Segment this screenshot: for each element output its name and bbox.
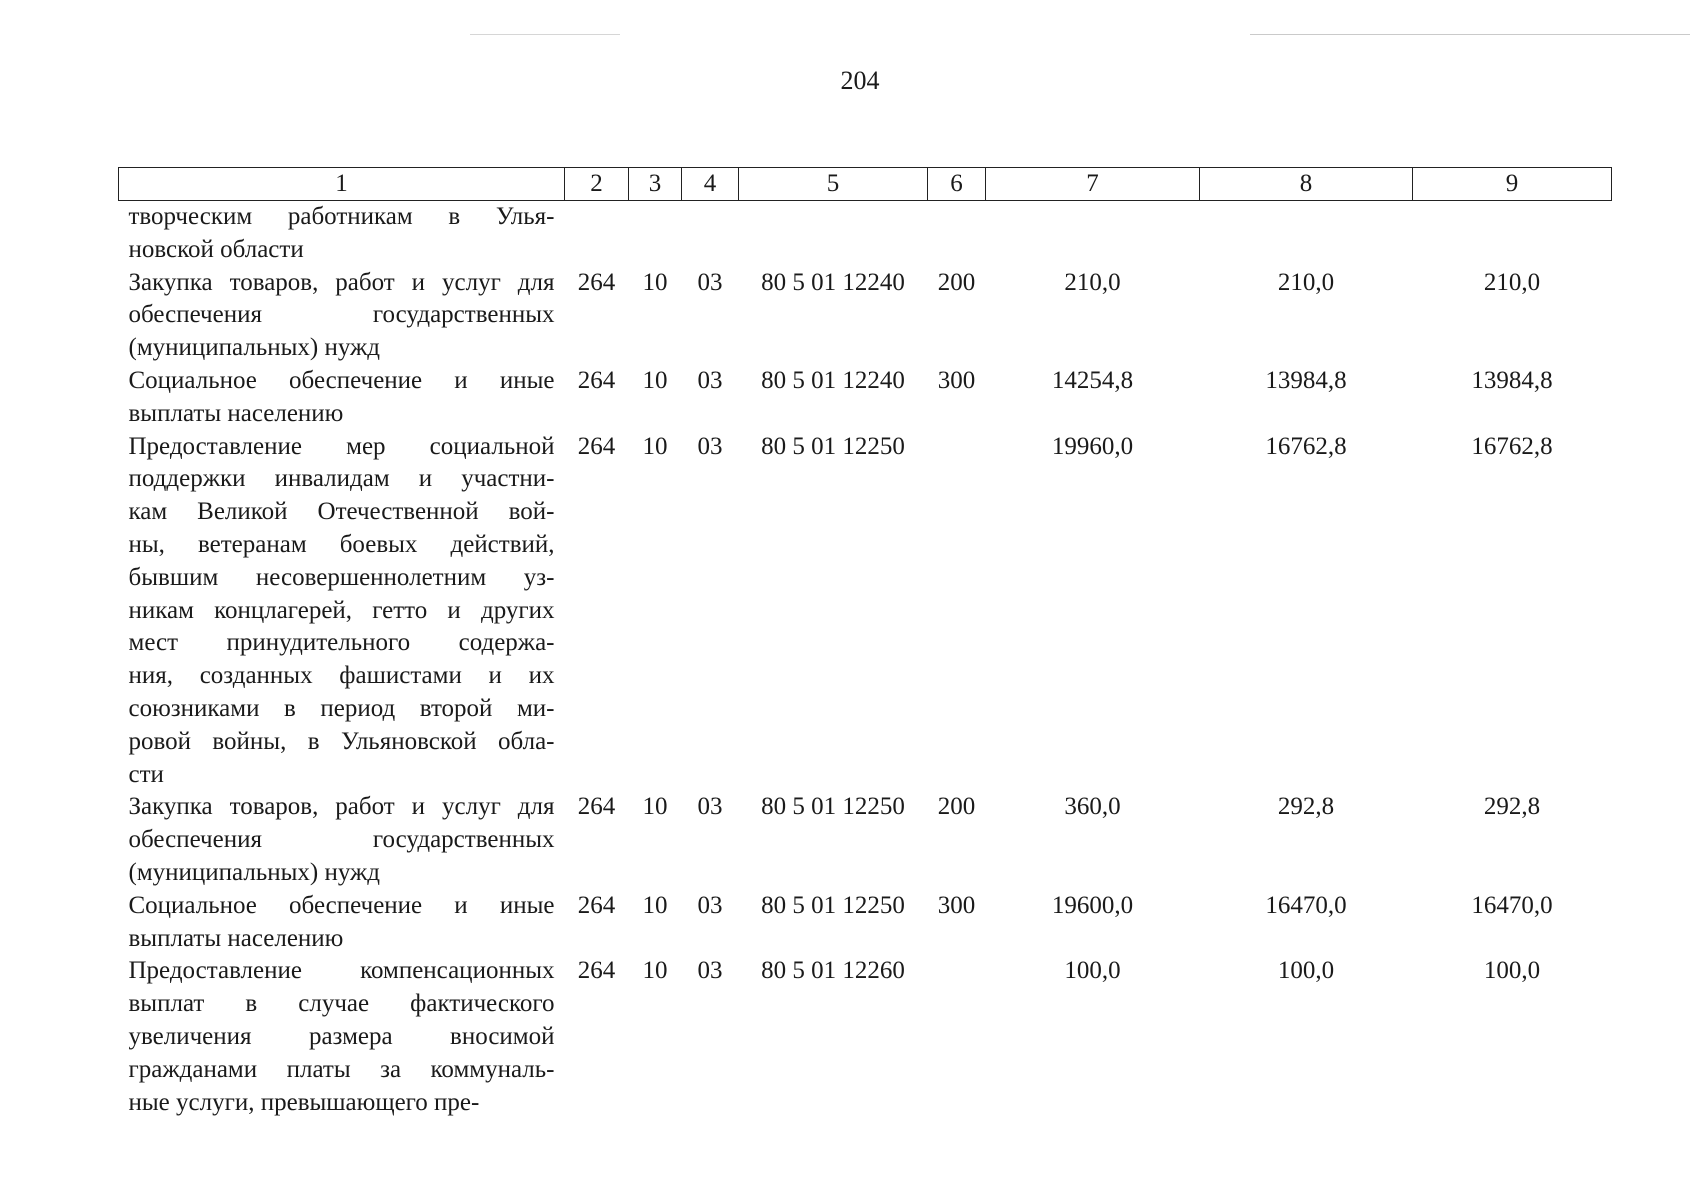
cell-amount-col-9: 292,8 [1483, 793, 1541, 821]
cell-description [119, 431, 565, 792]
cell-section: 10 [642, 432, 668, 460]
cell-description [119, 267, 565, 365]
cell-amount-col-8: 16470,0 [1265, 891, 1347, 919]
header-col-8: 8 [1200, 168, 1413, 201]
cell-subsection: 03 [697, 793, 723, 821]
table-header [119, 168, 1612, 201]
cell-subsection: 03 [697, 268, 723, 296]
cell-description [119, 791, 565, 889]
cell-expense-type: 200 [937, 793, 976, 821]
header-col-6: 6 [928, 168, 986, 201]
header-col-2: 2 [565, 168, 629, 201]
cell-expense-type: 200 [937, 268, 976, 296]
header-col-9: 9 [1413, 168, 1612, 201]
cell-amount-col-8: 13984,8 [1265, 366, 1347, 394]
cell-section: 10 [642, 957, 668, 985]
cell-expense-type [928, 955, 986, 1119]
description-line: ровой войны, в Ульяновской обла- [128, 727, 555, 755]
cell-ministry [565, 201, 629, 267]
cell-ministry: 264 [577, 957, 616, 985]
cell-amount-col-8: 210,0 [1277, 268, 1335, 296]
description-line: гражданами платы за коммуналь- [128, 1055, 555, 1083]
cell-subsection: 03 [697, 891, 723, 919]
cell-section: 10 [642, 891, 668, 919]
cell-amount-col-8: 100,0 [1277, 957, 1335, 985]
cell-ministry: 264 [577, 366, 616, 394]
description-line: выплаты населению [128, 924, 344, 952]
cell-section: 10 [642, 268, 668, 296]
cell-amount-col-7: 14254,8 [1051, 366, 1134, 394]
cell-amount-col-9: 210,0 [1483, 268, 1541, 296]
header-col-7: 7 [986, 168, 1200, 201]
table-row [119, 365, 1612, 431]
description-line: обеспечения государственных [128, 301, 555, 329]
description-line: союзниками в период второй ми- [128, 694, 555, 722]
description-line: увеличения размера вносимой [128, 1022, 555, 1050]
table-row [119, 431, 1612, 792]
cell-expense-type [928, 201, 986, 267]
description-line: бывшим несовершеннолетним уз- [128, 563, 555, 591]
cell-target-article: 80 5 01 12250 [761, 891, 905, 919]
cell-amount-col-9: 16762,8 [1471, 432, 1553, 460]
cell-amount-col-8: 16762,8 [1265, 432, 1347, 460]
description-line: (муниципальных) нужд [128, 334, 381, 362]
description-line: Социальное обеспечение и иные [128, 891, 555, 919]
header-col-1: 1 [119, 168, 565, 201]
cell-amount-col-7: 360,0 [1064, 793, 1121, 821]
table-row [119, 791, 1612, 889]
cell-amount-col-9: 13984,8 [1471, 366, 1553, 394]
cell-description [119, 890, 565, 956]
description-line: поддержки инвалидам и участни- [128, 465, 555, 493]
cell-subsection: 03 [697, 432, 723, 460]
table-row [119, 955, 1612, 1119]
budget-table [118, 167, 1612, 1119]
cell-subsection: 03 [697, 366, 723, 394]
cell-expense-type: 300 [937, 366, 976, 394]
page-number: 204 [840, 66, 880, 95]
scan-artifact-left [470, 34, 620, 35]
header-col-3: 3 [629, 168, 682, 201]
cell-amount-col-9 [1413, 201, 1612, 267]
description-line: обеспечения государственных [128, 826, 555, 854]
description-line: Социальное обеспечение и иные [128, 366, 555, 394]
cell-amount-col-7: 210,0 [1064, 268, 1121, 296]
scan-artifact-right [1250, 34, 1690, 35]
description-line: кам Великой Отечественной вой- [128, 498, 555, 526]
description-line: Предоставление мер социальной [128, 432, 555, 460]
table-body [119, 201, 1612, 1120]
cell-amount-col-7: 100,0 [1064, 957, 1121, 985]
table-row [119, 201, 1612, 267]
cell-expense-type: 300 [937, 891, 976, 919]
header-col-5: 5 [739, 168, 928, 201]
cell-target-article: 80 5 01 12240 [761, 366, 905, 394]
cell-section: 10 [642, 366, 668, 394]
description-line: Предоставление компенсационных [128, 957, 555, 985]
description-line: выплаты населению [128, 399, 344, 427]
cell-expense-type [928, 431, 986, 792]
header-row [119, 168, 1612, 201]
cell-amount-col-7: 19960,0 [1051, 432, 1134, 460]
cell-amount-col-8: 292,8 [1277, 793, 1335, 821]
description-line: Закупка товаров, работ и услуг для [128, 793, 555, 821]
description-line: (муниципальных) нужд [128, 858, 381, 886]
cell-target-article: 80 5 01 12260 [761, 957, 905, 985]
cell-ministry: 264 [577, 268, 616, 296]
header-col-4: 4 [682, 168, 739, 201]
cell-amount-col-8 [1200, 201, 1413, 267]
cell-target-article [739, 201, 928, 267]
description-line: ные услуги, превышающего пре- [128, 1088, 480, 1116]
cell-description [119, 201, 565, 267]
description-line: ния, созданных фашистами и их [128, 662, 555, 690]
cell-description [119, 365, 565, 431]
cell-amount-col-9: 100,0 [1483, 957, 1541, 985]
cell-ministry: 264 [577, 793, 616, 821]
description-line: никам концлагерей, гетто и других [128, 596, 555, 624]
cell-target-article: 80 5 01 12240 [761, 268, 905, 296]
cell-amount-col-7: 19600,0 [1051, 891, 1134, 919]
description-line: мест принудительного содержа- [128, 629, 555, 657]
cell-section [629, 201, 682, 267]
cell-target-article: 80 5 01 12250 [761, 793, 905, 821]
description-line: Закупка товаров, работ и услуг для [128, 268, 555, 296]
description-line: творческим работникам в Улья- [128, 203, 555, 230]
description-line: ны, ветеранам боевых действий, [128, 530, 555, 558]
table-row [119, 890, 1612, 956]
cell-ministry: 264 [577, 432, 616, 460]
cell-amount-col-7 [986, 201, 1200, 267]
table-row [119, 267, 1612, 365]
cell-section: 10 [642, 793, 668, 821]
cell-subsection: 03 [697, 957, 723, 985]
cell-amount-col-9: 16470,0 [1471, 891, 1553, 919]
description-line: сти [128, 760, 164, 788]
description-line: выплат в случае фактического [128, 990, 555, 1018]
cell-subsection [682, 201, 739, 267]
description-line: новской области [128, 235, 304, 263]
cell-description [119, 955, 565, 1119]
cell-ministry: 264 [577, 891, 616, 919]
cell-target-article: 80 5 01 12250 [761, 432, 905, 460]
